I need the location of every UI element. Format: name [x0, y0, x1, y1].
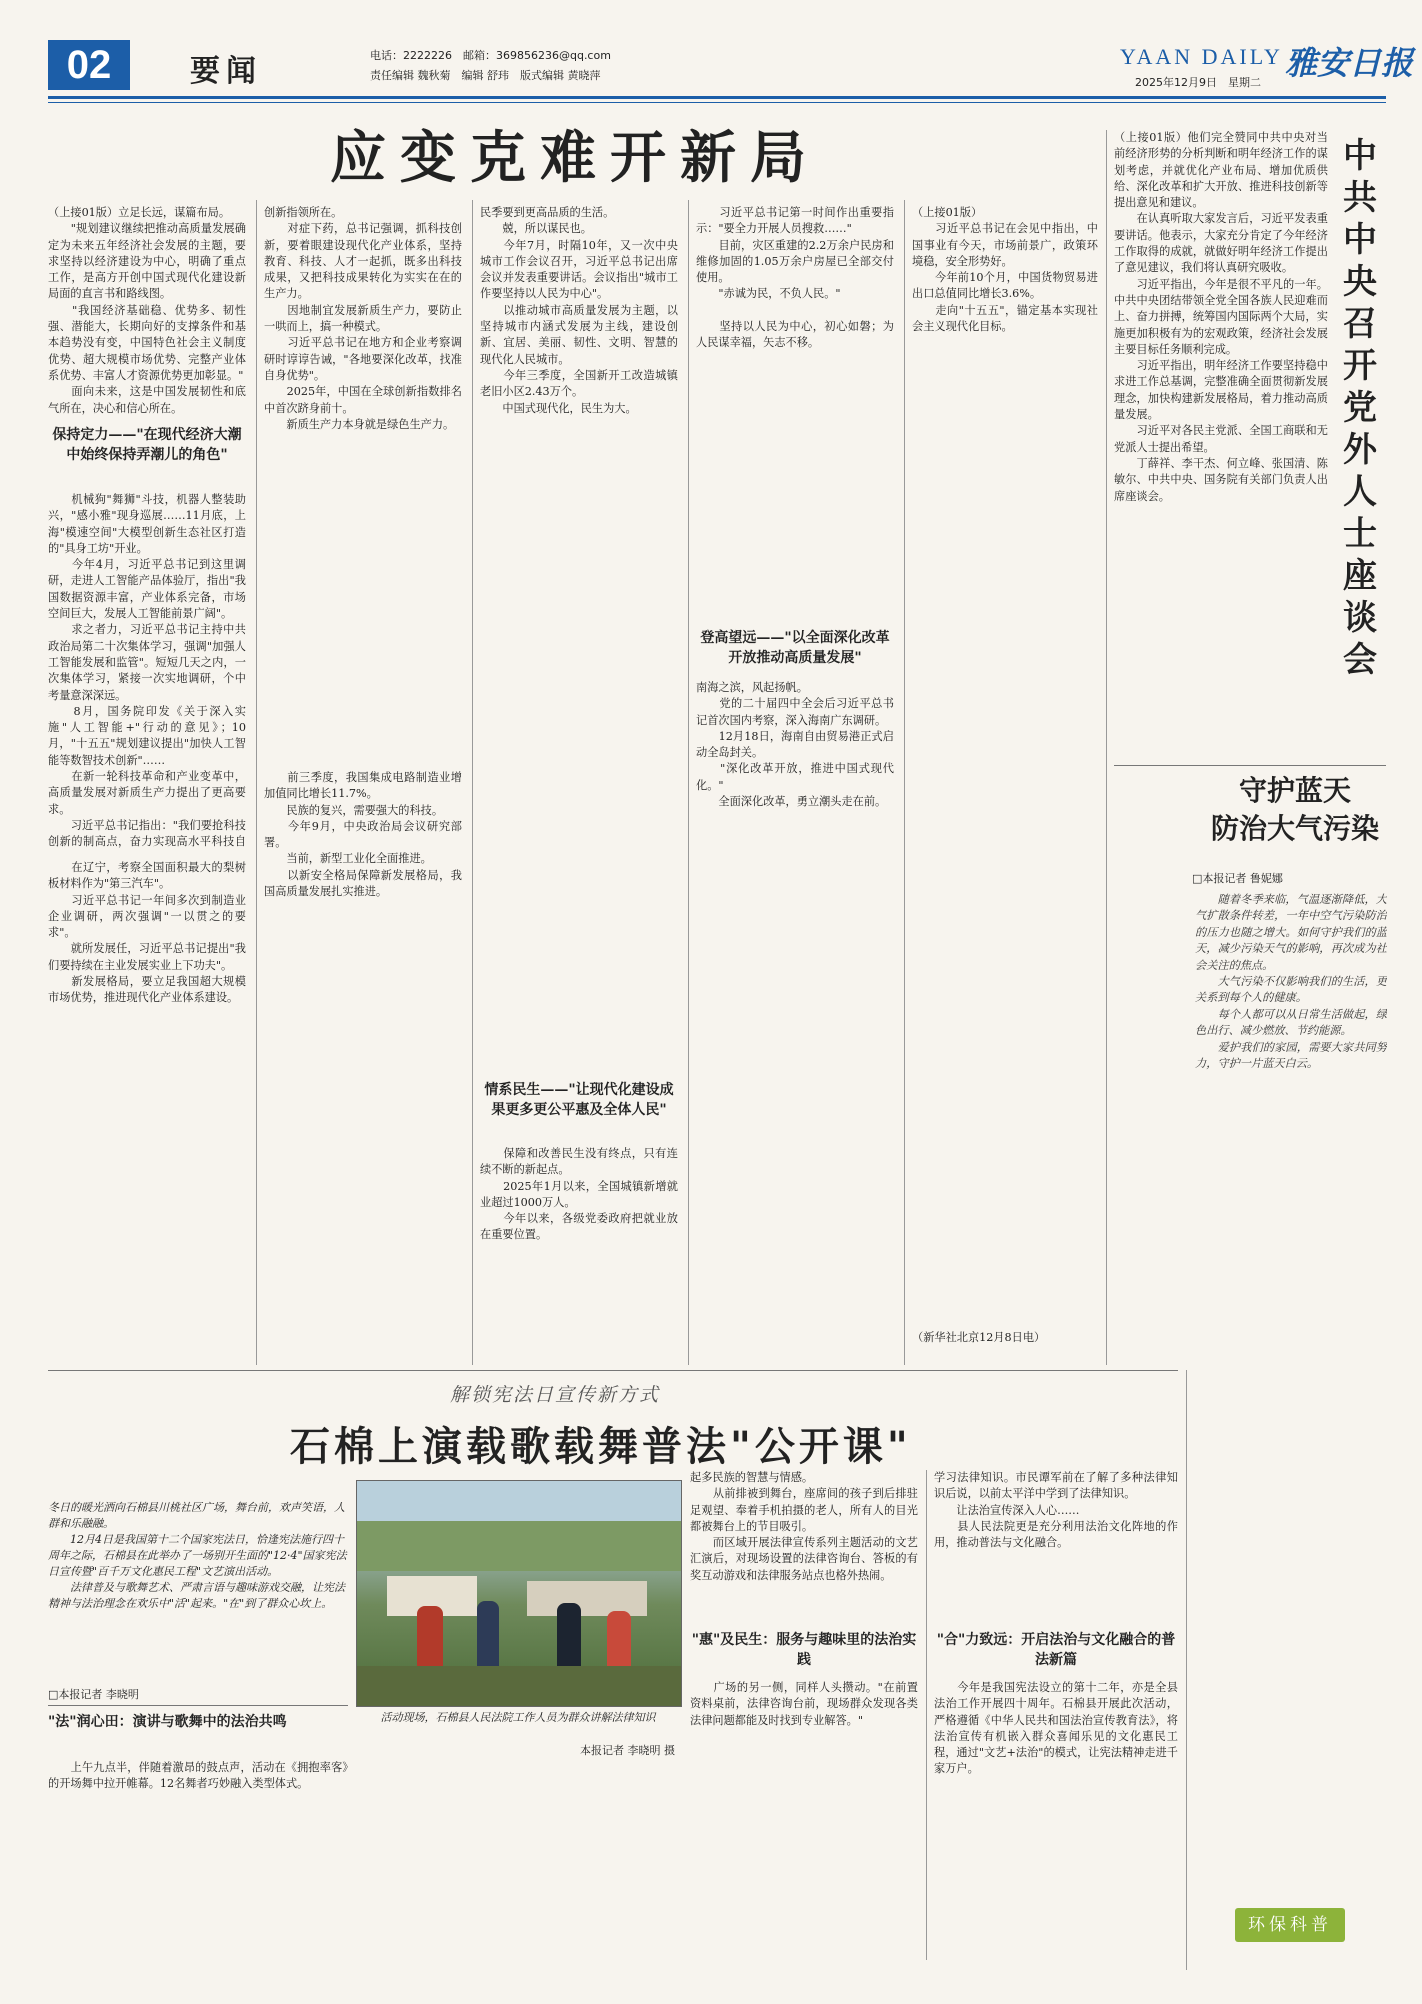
sidebar-title-line2: 防治大气污染 — [1210, 812, 1379, 845]
main-col-2: 创新指领所在。 对症下药，总书记强调，抓科技创新，要着眼建设现代化产业体系，坚持教育、科技、人才一起抓，既多出科技成果，又把科技成果转化为实实在在的生产力。 因地制宜发展新质生产力，要防止一哄而上，搞一种模式。 习近平总书记在地方和企业考察调研时谆谆告诫，"各地要深化改革，找准自身优势"。 2025年，中国在全球创新指数排名中首次跻身前十。 新质生产力本身就是绿色生产力。 — [264, 206, 462, 431]
main-col-4b: 南海之滨，风起扬帆。 党的二十届四中全会后习近平总书记首次国内考察，深入海南广东调研。 12月18日，海南自由贸易港正式启动全岛封关。 "深化改革开放，推进中国式现代化。" 全面深化改革，勇立潮头走在前。 — [696, 681, 894, 809]
column-rule — [1186, 1370, 1187, 1970]
main-col-3b: 保障和改善民生没有终点，只有连续不断的新起点。 2025年1月以来，全国城镇新增就业超过1000万人。 今年以来，各级党委政府把就业放在重要位置。 — [480, 1147, 678, 1242]
sidebar-body: 随着冬季来临，气温逐渐降低，大气扩散条件转差，一年中空气污染防治的压力也随之增大。如何守护我们的蓝天，减少污染天气的影响，再次成为社会关注的焦点。 大气污染不仅影响我们的生活，更关系到每个人的健康。 每个人都可以从日常生活做起，绿色出行、减少燃放、节约能源。 爱护我们的家园，需要大家共同努力，守护一片蓝天白云。 — [1195, 893, 1387, 1071]
main-col-1c: 在辽宁，考察全国面积最大的梨树板材料作为"第三汽车"。 习近平总书记一年间多次到制造业企业调研，两次强调"一以贯之的要求"。 就所发展任，习近平总书记提出"我们要持续在主业发展实业上下功夫"。 新发展格局，要立足我国超大规模市场优势，推进现代化产业体系建设。 — [48, 861, 246, 1005]
column-rule — [256, 200, 257, 1365]
contact-line: 电话：2222226 邮箱：369856236@qq.com — [370, 49, 611, 62]
side-story-body: （上接01版）他们完全赞同中共中央对当前经济形势的分析判断和明年经济工作的谋划考虑，并就优化产业布局、增加优质供给、深化改革和扩大开放、推进科技创新等提出意见和建议。 在认真听取大家发言后，习近平发表重要讲话。他表示，大家充分肯定了今年经济工作取得的成就，就做好明年经济工作提出了意见建议，我们将认真研究吸收。 习近平指出，今年是很不平凡的一年。中共中央团结带领全党全国各族人民迎难而上、奋力拼搏，统筹国内国际两个大局，实施更加积极有为的宏观政策，经济社会发展主要目标任务顺利完成。 习近平指出，明年经济工作要坚持稳中求进工作总基调，完整准确全面贯彻新发展理念，加快构建新发展格局，着力推动高质量发展。 习近平对各民主党派、全国工商联和无党派人士提出希望。 丁薛祥、李干杰、何立峰、张国清、陈敏尔、中共中央、国务院有关部门负责人出席座谈会。 — [1114, 131, 1328, 503]
bottom-subhead-2: "惠"及民生：服务与趣味里的法治实践 — [691, 1632, 917, 1668]
main-col-3: 民季要到更高品质的生活。 兢，所以谋民也。 今年7月，时隔10年，又一次中央城市工作会议召开，习近平总书记出席会议并发表重要讲话。会议指出"城市工作要坚持以人民为中心"。 以推动城市高质量发展为主题，以坚持城市内涵式发展为主线，建设创新、宜居、美丽、韧性、文明、智慧的现代化人民城市。 今年三季度，全国新开工改造城镇老旧小区2.43万个。 中国式现代化，民生为大。 — [480, 206, 678, 415]
sidebar-title-line1: 守护蓝天 — [1238, 774, 1351, 807]
subhead-2: 情系民生——"让现代化建设成果更多更公平惠及全体人民" — [484, 1082, 674, 1118]
bottom-divider — [48, 1370, 1178, 1371]
masthead-contact — [370, 46, 611, 86]
bottom-col-2: 起多民族的智慧与情感。 从前排被到舞台，座席间的孩子到后排驻足观望、奉着手机拍摄的老人，所有人的目光都被舞台上的节目吸引。 而区域开展法律宣传系列主题活动的文艺汇演后，对现场设置的法律咨询台、答板的有奖互动游戏和法律服务站点也格外热闹。 — [690, 1471, 918, 1582]
page-number: 02 — [48, 40, 130, 90]
side-story-vertical-headline: 中共中央召开党外人士座谈会 — [1343, 136, 1377, 680]
column-rule — [688, 200, 689, 1365]
main-col-1: （上接01版）立足长远，谋篇布局。 "规划建议继续把推动高质量发展确定为未来五年经济社会发展的主题，要求坚持以经济建设为中心，明确了重点工作，是高方开创中国式现代化建设新局面的直言书和路线图。 "我国经济基础稳、优势多、韧性强、潜能大，长期向好的支撑条件和基本趋势没有变，中国特色社会主义制度优势、超大规模市场优势、完整产业体系优势、丰富人才资源优势更加彰显。" 面向未来，这是中国发展韧性和底气所在，决心和信心所在。 — [48, 206, 246, 415]
main-col-2b: 前三季度，我国集成电路制造业增加值同比增长11.7%。 民族的复兴，需要强大的科技。 今年9月，中央政治局会议研究部署。 当前，新型工业化全面推进。 以新安全格局保障新发展格局，我国高质量发展扎实推进。 — [264, 771, 462, 899]
bottom-subhead-1: "法"润心田：演讲与歌舞中的法治共鸣 — [48, 1714, 287, 1730]
bottom-headline: 石棉上演载歌载舞普法"公开课" — [290, 1423, 912, 1470]
bottom-subhead-3: "合"力致远：开启法治与文化融合的普法新篇 — [936, 1632, 1176, 1668]
bottom-author: □本报记者 李晓明 — [48, 1688, 139, 1701]
main-col-4: 习近平总书记第一时间作出重要指示："要全力开展人员搜救……" 目前，灾区重建的2.2万余户民房和维修加固的1.05万余户房屋已全部交付使用。 "赤诚为民，不负人民。" 坚持以人民为中心，初心如磐；为人民谋幸福，矢志不移。 — [696, 206, 894, 350]
editor-line: 责任编辑 魏秋菊 编辑 舒玮 版式编辑 黄晓萍 — [370, 69, 601, 82]
masthead-rule — [48, 96, 1386, 99]
bottom-col-4: 学习法律知识。市民谭军前在了解了多种法律知识后说，以前太平洋中学到了法律知识。 让法治宣传深入人心…… 县人民法院更是充分利用法治文化阵地的作用，推动普法与文化融合。 — [934, 1471, 1178, 1550]
main-col-1b: 机械狗"舞狮"斗技，机器人整装助兴，"感小雅"现身巡展……11月底，上海"模速空间"大模型创新生态社区打造的"具身工坊"开业。 今年4月，习近平总书记到这里调研，走进人工智能产品体验厅，指出"我国数据资源丰富，产业体系完备，市场空间巨大，发展人工智能前景广阔"。 求之者力，习近平总书记主持中共政治局第二十次集体学习，强调"加强人工智能发展和监管"。短短几天之内，一次集体学习，紧接一次实地调研，个中考量意深深远。 8月，国务院印发《关于深入实施"人工智能+"行动的意见》；10月，"十五五"规划建议提出"加快人工智能等数智技术创新"…… 在新一轮科技革命和产业变革中，高质量发展对新质生产力提出了更高要求。 习近平总书记指出："我们要抢科技创新的制高点，奋力实现高水平科技自 — [48, 493, 246, 849]
column-rule — [472, 200, 473, 1365]
issue-date: 2025年12月9日 星期二 — [1135, 76, 1261, 89]
column-rule — [1106, 130, 1107, 1365]
bottom-col-5: 今年是我国宪法设立的第十二年，亦是全县法治工作开展四十周年。石棉县开展此次活动，严格遵循《中华人民共和国法治宣传教育法》，将法治宣传有机嵌入群众喜闻乐见的文化惠民工程，通过"文艺+法治"的模式，让宪法精神走进千家万户。 — [934, 1681, 1178, 1776]
bottom-col-1: 上午九点半，伴随着激昂的鼓点声，活动在《拥抱率客》的开场舞中拉开帷幕。12名舞者巧妙融入类型体式。 — [48, 1761, 348, 1791]
subhead-3: 登高望远——"以全面深化改革开放推动高质量发展" — [700, 630, 890, 666]
column-rule — [904, 200, 905, 1365]
main-headline: 应变克难开新局 — [330, 125, 820, 191]
masthead-rule-thin — [48, 102, 1386, 103]
bottom-divider-small — [48, 1705, 348, 1706]
bottom-kicker: 解锁宪法日宣传新方式 — [450, 1384, 661, 1406]
sidebar-title — [1195, 772, 1395, 848]
wire-credit: （新华社北京12月8日电） — [912, 1331, 1046, 1344]
main-col-5: （上接01版） 习近平总书记在会见中指出，中国事业有今天，市场前景广，政策环境稳，安全形势好。 今年前10个月，中国货物贸易进出口总值同比增长3.6%。 走向"十五五"，锚定基本实现社会主义现代化目标。 — [912, 206, 1098, 334]
bottom-intro: 冬日的暖光洒向石棉县川桃社区广场，舞台前，欢声笑语，人群和乐融融。 12月4日是我国第十二个国家宪法日，恰逢宪法施行四十周年之际，石棉县在此举办了一场别开生面的"12·4"国家宪法日宣传暨"百千万文化惠民工程"文艺演出活动。 法律普及与歌舞艺术、严肃言语与趣味游戏交融，让宪法精神与法治理念在欢乐中"活"起来。"在"到了群众心坎上。 — [48, 1501, 347, 1610]
photo-credit: 本报记者 李晓明 摄 — [580, 1744, 675, 1757]
sidebar-badge: 环保科普 — [1235, 1908, 1345, 1942]
side-divider — [1114, 765, 1386, 766]
section-name: 要闻 — [190, 54, 262, 89]
sidebar-author: □本报记者 鲁妮娜 — [1192, 872, 1283, 885]
paper-latin-name: YAAN DAILY — [1120, 44, 1283, 69]
column-rule — [926, 1470, 927, 1960]
bottom-col-3: 广场的另一侧，同样人头攒动。"在前置资料桌前，法律咨询台前，现场群众发现各类法律问题都能及时找到专业解答。" — [690, 1681, 918, 1727]
paper-logo: 雅安日报 — [1285, 44, 1414, 82]
photo-caption: 活动现场，石棉县人民法院工作人员为群众讲解法律知识 — [380, 1711, 656, 1724]
subhead-1: 保持定力——"在现代经济大潮中始终保持弄潮儿的角色" — [52, 427, 242, 463]
event-photo — [356, 1480, 682, 1707]
